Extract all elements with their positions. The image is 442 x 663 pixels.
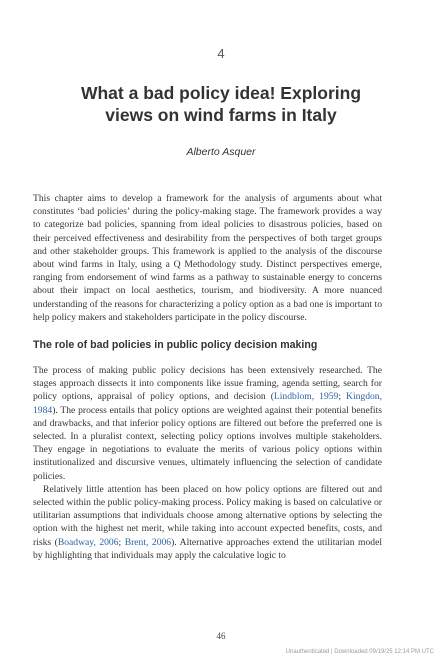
- download-stamp: Unauthenticated | Downloaded 09/19/25 12:14 PM UTC: [285, 649, 434, 655]
- section-heading: The role of bad policies in public policy decision making: [33, 339, 318, 351]
- chapter-number: 4: [217, 46, 225, 61]
- chapter-title-line-1: What a bad policy idea! Exploring: [80, 83, 362, 103]
- chapter-title: [40, 82, 402, 126]
- citation-link-lindblom[interactable]: Lindblom, 1959: [273, 391, 339, 403]
- citation-separator: ;: [118, 536, 125, 548]
- chapter-title-line-2: views on wind farms in Italy: [105, 105, 337, 125]
- body-text: [33, 364, 382, 562]
- body-paragraph-2-text-a: Relatively little attention has been placed on how policy options are filtered out and selected within the public policy-making process. Policy making is based on calculative or utilitarian assumptions that individuals choose among alternative options by selecting the option with the highest net merit, while taking into account expected benefits, costs, and risks (: [33, 483, 382, 548]
- page-number: 46: [216, 631, 226, 641]
- body-paragraph-2: [33, 483, 382, 562]
- citation-link-kingdon[interactable]: Kingdon, 1984: [33, 391, 382, 416]
- citation-link-brent[interactable]: Brent, 2006: [124, 536, 172, 548]
- body-paragraph-2-text-b: ). Alternative approaches extend the utilitarian model by highlighting that individuals may apply the calculative logic to: [33, 536, 383, 561]
- body-paragraph-1-text-b: ). The process entails that policy options are weighted against their potential benefits and drawbacks, and that inferior policy options are filtered out before the preferred one is selected. In a pluralist context, selecting policy options involves multiple stakeholders. They engage in negotiations to evaluate the merits of various policy options within institutionalized and discursive venues, ultimately influencing the selection of candidate policies.: [33, 404, 382, 482]
- body-paragraph-1-text-a: The process of making public policy decisions has been extensively researched. The stages approach dissects it into components like issue framing, agenda setting, search for policy options, appraisal of policy options, and decision (: [33, 365, 382, 403]
- body-paragraph-1: [33, 364, 382, 483]
- citation-separator: ;: [338, 391, 347, 403]
- author-name: Alberto Asquer: [186, 146, 256, 158]
- chapter-abstract: This chapter aims to develop a framework for the analysis of arguments about what constitutes ‘bad policies’ during the policy-making stage. The framework provides a way to categorize bad policies, spanning from ideal policies to disastrous policies, based on their perceived effectiveness and desirability from the perspectives of both target groups and other stakeholder groups. This framework is applied to the analysis of the discourse about wind farms in Italy, using a Q Methodology study. Distinct perspectives emerge, ranging from endorsement of wind farms as a pathway to sustainable energy to concerns about their impact on local aesthetics, tourism, and biodiversity. A more nuanced understanding of the reasons for characterizing a policy option as a bad one is important to help policy makers and stakeholders participate in the policy discourse.: [33, 193, 382, 323]
- citation-link-boadway[interactable]: Boadway, 2006: [57, 536, 119, 548]
